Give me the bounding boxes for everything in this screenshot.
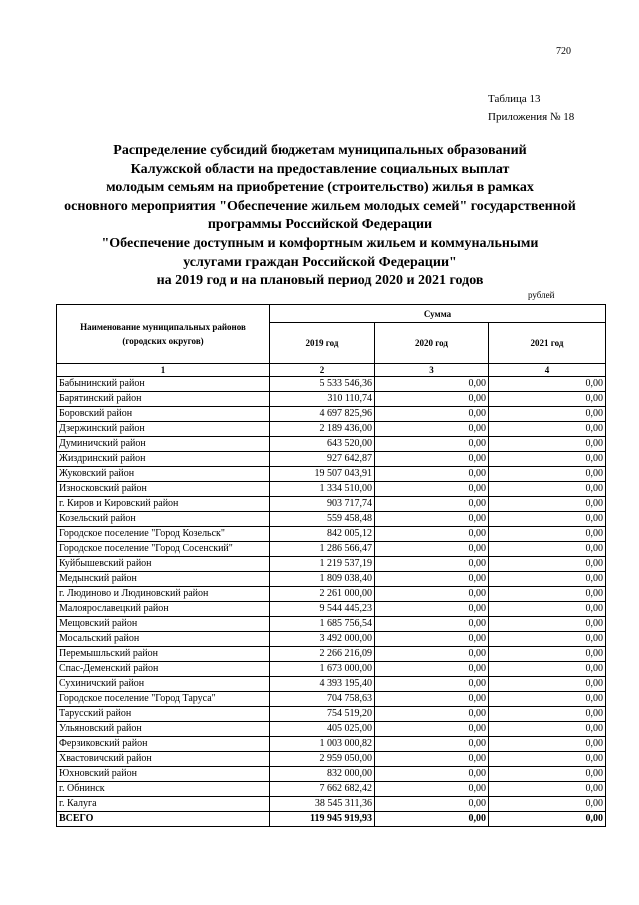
value-2020: 0,00 (375, 677, 489, 692)
table-row (57, 692, 606, 707)
table-number: Таблица 13 (488, 93, 541, 105)
table-row (57, 557, 606, 572)
table-row (57, 722, 606, 737)
district-name: Износковский район (57, 482, 270, 497)
table-row (57, 572, 606, 587)
district-name: Хвастовичский район (57, 752, 270, 767)
value-2020: 0,00 (375, 752, 489, 767)
value-2020: 0,00 (375, 662, 489, 677)
value-2021: 0,00 (489, 572, 606, 587)
units-label: рублей (528, 290, 555, 300)
district-name: Медынский район (57, 572, 270, 587)
page-number: 720 (556, 46, 571, 57)
value-2021: 0,00 (489, 422, 606, 437)
header-2021: 2021 год (489, 323, 606, 364)
district-name: г. Обнинск (57, 782, 270, 797)
document-title (40, 142, 600, 291)
value-2019: 405 025,00 (270, 722, 375, 737)
value-2019: 927 642,87 (270, 452, 375, 467)
value-2021: 0,00 (489, 542, 606, 557)
value-2021: 0,00 (489, 587, 606, 602)
value-2021: 0,00 (489, 782, 606, 797)
table-row (57, 752, 606, 767)
value-2021: 0,00 (489, 647, 606, 662)
value-2021: 0,00 (489, 452, 606, 467)
district-name: Сухиничский район (57, 677, 270, 692)
district-name: Думиничский район (57, 437, 270, 452)
value-2021: 0,00 (489, 377, 606, 392)
district-name: Малоярославецкий район (57, 602, 270, 617)
value-2019: 5 533 546,36 (270, 377, 375, 392)
value-2021: 0,00 (489, 617, 606, 632)
value-2021: 0,00 (489, 662, 606, 677)
title-line: основного мероприятия "Обеспечение жильем молодых семей" государственной (64, 198, 576, 214)
value-2020: 0,00 (375, 437, 489, 452)
table-row (57, 737, 606, 752)
district-name: Козельский район (57, 512, 270, 527)
district-name: Мещовский район (57, 617, 270, 632)
total-2021: 0,00 (489, 812, 606, 827)
table-row (57, 527, 606, 542)
value-2020: 0,00 (375, 527, 489, 542)
table-row (57, 632, 606, 647)
value-2021: 0,00 (489, 527, 606, 542)
value-2019: 2 261 000,00 (270, 587, 375, 602)
value-2020: 0,00 (375, 377, 489, 392)
value-2021: 0,00 (489, 797, 606, 812)
total-2020: 0,00 (375, 812, 489, 827)
value-2020: 0,00 (375, 632, 489, 647)
column-index: 3 (375, 364, 489, 377)
header-2020: 2020 год (375, 323, 489, 364)
table-row (57, 647, 606, 662)
table-row (57, 377, 606, 392)
value-2020: 0,00 (375, 602, 489, 617)
value-2019: 842 005,12 (270, 527, 375, 542)
value-2020: 0,00 (375, 497, 489, 512)
value-2019: 832 000,00 (270, 767, 375, 782)
value-2020: 0,00 (375, 482, 489, 497)
value-2019: 704 758,63 (270, 692, 375, 707)
value-2019: 1 809 038,40 (270, 572, 375, 587)
table-row (57, 707, 606, 722)
district-name: Бабынинский район (57, 377, 270, 392)
value-2020: 0,00 (375, 467, 489, 482)
table-row (57, 782, 606, 797)
district-name: Ферзиковский район (57, 737, 270, 752)
header-2019: 2019 год (270, 323, 375, 364)
table-body (57, 377, 606, 812)
table-row (57, 602, 606, 617)
district-name: г. Киров и Кировский район (57, 497, 270, 512)
value-2021: 0,00 (489, 707, 606, 722)
value-2019: 38 545 311,36 (270, 797, 375, 812)
value-2020: 0,00 (375, 587, 489, 602)
table-row (57, 422, 606, 437)
district-name: Городское поселение "Город Козельск" (57, 527, 270, 542)
value-2019: 1 003 000,82 (270, 737, 375, 752)
value-2019: 903 717,74 (270, 497, 375, 512)
value-2020: 0,00 (375, 647, 489, 662)
value-2019: 2 959 050,00 (270, 752, 375, 767)
value-2019: 559 458,48 (270, 512, 375, 527)
value-2020: 0,00 (375, 512, 489, 527)
subsidy-table (56, 304, 606, 827)
table-row (57, 482, 606, 497)
value-2021: 0,00 (489, 767, 606, 782)
value-2021: 0,00 (489, 437, 606, 452)
value-2020: 0,00 (375, 452, 489, 467)
value-2019: 310 110,74 (270, 392, 375, 407)
value-2020: 0,00 (375, 617, 489, 632)
table-row (57, 497, 606, 512)
title-line: "Обеспечение доступным и комфортным жильем и коммунальными (101, 235, 539, 251)
district-name: Спас-Деменский район (57, 662, 270, 677)
appendix-number: Приложения № 18 (488, 111, 575, 123)
table-row (57, 452, 606, 467)
table-row (57, 677, 606, 692)
table-row (57, 407, 606, 422)
value-2021: 0,00 (489, 512, 606, 527)
value-2020: 0,00 (375, 572, 489, 587)
value-2020: 0,00 (375, 692, 489, 707)
value-2020: 0,00 (375, 737, 489, 752)
value-2021: 0,00 (489, 407, 606, 422)
value-2020: 0,00 (375, 407, 489, 422)
title-line: услугами граждан Российской Федерации" (183, 254, 457, 270)
value-2021: 0,00 (489, 392, 606, 407)
value-2019: 1 673 000,00 (270, 662, 375, 677)
title-line: на 2019 год и на плановый период 2020 и 2021 годов (156, 273, 484, 289)
value-2021: 0,00 (489, 677, 606, 692)
column-index: 1 (57, 364, 270, 377)
value-2020: 0,00 (375, 782, 489, 797)
district-name: Куйбышевский район (57, 557, 270, 572)
title-line: молодым семьям на приобретение (строительство) жилья в рамках (106, 180, 534, 196)
value-2019: 9 544 445,23 (270, 602, 375, 617)
value-2019: 1 685 756,54 (270, 617, 375, 632)
value-2020: 0,00 (375, 722, 489, 737)
value-2021: 0,00 (489, 497, 606, 512)
value-2020: 0,00 (375, 542, 489, 557)
district-name: Юхновский район (57, 767, 270, 782)
value-2020: 0,00 (375, 797, 489, 812)
value-2021: 0,00 (489, 482, 606, 497)
column-index: 4 (489, 364, 606, 377)
table-row (57, 767, 606, 782)
table-row (57, 617, 606, 632)
table-row (57, 392, 606, 407)
value-2020: 0,00 (375, 557, 489, 572)
district-name: Дзержинский район (57, 422, 270, 437)
table-row (57, 662, 606, 677)
district-name: Жиздринский район (57, 452, 270, 467)
table-row (57, 542, 606, 557)
table-row (57, 437, 606, 452)
column-index: 2 (270, 364, 375, 377)
district-name: Перемышльский район (57, 647, 270, 662)
value-2020: 0,00 (375, 767, 489, 782)
district-name: Тарусский район (57, 707, 270, 722)
header-name: Наименование муниципальных районов (городских округов) (57, 305, 270, 364)
table-row (57, 512, 606, 527)
table-reference (488, 90, 574, 126)
district-name: г. Людиново и Людиновский район (57, 587, 270, 602)
table-row (57, 797, 606, 812)
district-name: Барятинский район (57, 392, 270, 407)
table-row (57, 587, 606, 602)
header-sum: Сумма (270, 305, 606, 323)
value-2021: 0,00 (489, 692, 606, 707)
value-2021: 0,00 (489, 632, 606, 647)
value-2019: 19 507 043,91 (270, 467, 375, 482)
value-2019: 754 519,20 (270, 707, 375, 722)
value-2020: 0,00 (375, 392, 489, 407)
value-2019: 643 520,00 (270, 437, 375, 452)
district-name: Городское поселение "Город Сосенский" (57, 542, 270, 557)
district-name: г. Калуга (57, 797, 270, 812)
district-name: Ульяновский район (57, 722, 270, 737)
value-2020: 0,00 (375, 422, 489, 437)
value-2021: 0,00 (489, 467, 606, 482)
total-row (57, 812, 606, 827)
title-line: Калужской области на предоставление социальных выплат (130, 161, 510, 177)
value-2021: 0,00 (489, 722, 606, 737)
total-label: ВСЕГО (57, 812, 270, 827)
value-2021: 0,00 (489, 557, 606, 572)
district-name: Боровский район (57, 407, 270, 422)
value-2019: 4 393 195,40 (270, 677, 375, 692)
district-name: Жуковский район (57, 467, 270, 482)
value-2019: 2 189 436,00 (270, 422, 375, 437)
district-name: Мосальский район (57, 632, 270, 647)
district-name: Городское поселение "Город Таруса" (57, 692, 270, 707)
value-2019: 3 492 000,00 (270, 632, 375, 647)
value-2019: 7 662 682,42 (270, 782, 375, 797)
total-2019: 119 945 919,93 (270, 812, 375, 827)
table-row (57, 467, 606, 482)
value-2019: 4 697 825,96 (270, 407, 375, 422)
value-2019: 1 286 566,47 (270, 542, 375, 557)
value-2019: 1 219 537,19 (270, 557, 375, 572)
value-2019: 2 266 216,09 (270, 647, 375, 662)
value-2019: 1 334 510,00 (270, 482, 375, 497)
value-2021: 0,00 (489, 752, 606, 767)
title-line: программы Российской Федерации (207, 217, 433, 233)
value-2021: 0,00 (489, 737, 606, 752)
title-line: Распределение субсидий бюджетам муниципальных образований (113, 143, 527, 158)
value-2021: 0,00 (489, 602, 606, 617)
value-2020: 0,00 (375, 707, 489, 722)
